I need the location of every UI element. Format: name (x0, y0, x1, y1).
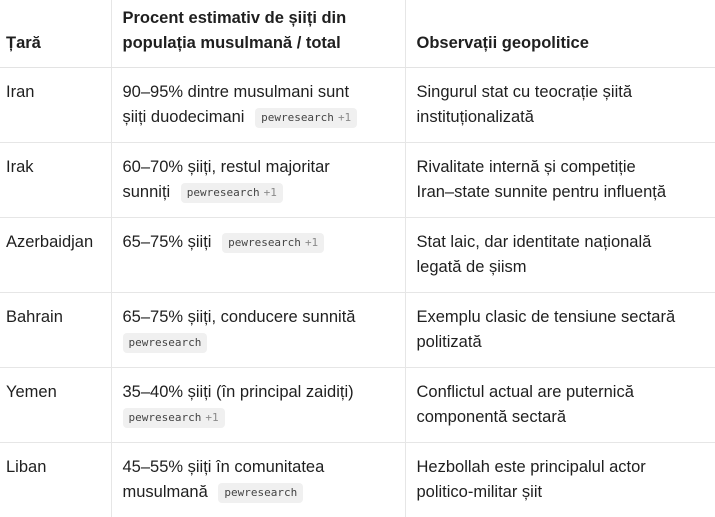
percent-text: sunniți (122, 182, 171, 201)
percent-text: 65–75% șiiți, conducere sunnită (122, 307, 356, 326)
notes-text: componentă sectară (416, 407, 567, 426)
header-percent-line1: Procent estimativ de șiiți din (122, 8, 347, 27)
notes-text: Hezbollah este principalul actor (416, 457, 646, 476)
source-label: pewresearch (228, 235, 301, 249)
header-country: Țară (0, 0, 111, 67)
percent-text: 60–70% șiiți, restul majoritar (122, 157, 330, 176)
notes-cell (405, 292, 715, 367)
country-cell: Azerbaidjan (0, 217, 111, 292)
more-sources-count: +1 (304, 235, 319, 249)
percent-text: 65–75% șiiți (122, 232, 212, 251)
source-citation-chip[interactable] (123, 333, 208, 353)
more-sources-count: +1 (263, 185, 277, 199)
notes-text: politico-militar șiit (416, 482, 543, 501)
notes-text: Rivalitate internă și competiție (416, 157, 636, 176)
notes-text: instituționalizată (416, 107, 534, 126)
table-row (0, 367, 715, 442)
notes-text: Singurul stat cu teocrație șiită (416, 82, 633, 101)
notes-cell (405, 67, 715, 142)
country-cell: Iran (6, 82, 35, 101)
table-row (0, 67, 715, 142)
source-citation-chip[interactable] (218, 483, 303, 503)
table-row (0, 442, 715, 517)
table-row (0, 292, 715, 367)
source-label: pewresearch (186, 185, 260, 199)
percent-text: musulmană (122, 482, 208, 501)
more-sources-count: +1 (337, 110, 352, 124)
notes-text: legată de șiism (416, 257, 527, 276)
header-notes: Observații geopolitice (405, 0, 715, 67)
table-row (0, 217, 715, 292)
percent-cell (111, 367, 405, 442)
more-sources-count: +1 (205, 410, 219, 424)
source-label: pewresearch (128, 335, 202, 349)
percent-cell (111, 442, 405, 517)
source-label: pewresearch (128, 410, 202, 424)
source-label: pewresearch (224, 485, 298, 499)
header-row (0, 0, 715, 67)
source-citation-chip[interactable] (181, 183, 283, 203)
notes-cell (405, 442, 715, 517)
notes-cell (405, 367, 715, 442)
source-label: pewresearch (261, 110, 334, 124)
country-cell: Liban (0, 442, 111, 517)
notes-text: Exemplu clasic de tensiune sectară (416, 307, 676, 326)
percent-text: 90–95% dintre musulmani sunt (122, 82, 350, 101)
percent-cell (111, 292, 405, 367)
percent-cell (111, 217, 405, 292)
notes-cell (405, 217, 715, 292)
notes-cell (405, 142, 715, 217)
notes-text: Iran–state sunnite pentru influență (416, 182, 667, 201)
notes-text: Conflictul actual are puternică (416, 382, 634, 401)
country-cell: Bahrain (0, 292, 111, 367)
notes-text: Stat laic, dar identitate națională (416, 232, 652, 251)
header-percent (111, 0, 405, 67)
header-percent-line2: populația musulmană / total (122, 33, 341, 52)
source-citation-chip[interactable] (123, 408, 225, 428)
percent-text: 35–40% șiiți (în principal zaidiți) (122, 382, 354, 401)
percent-text: șiiți duodecimani (122, 107, 245, 126)
table-row (0, 142, 715, 217)
notes-text: politizată (416, 332, 482, 351)
country-cell: Yemen (0, 367, 111, 442)
source-citation-chip[interactable] (255, 108, 357, 128)
percent-cell (111, 142, 405, 217)
percent-cell (111, 67, 405, 142)
country-cell: Irak (0, 142, 111, 217)
source-citation-chip[interactable] (222, 233, 324, 253)
percent-text: 45–55% șiiți în comunitatea (122, 457, 325, 476)
